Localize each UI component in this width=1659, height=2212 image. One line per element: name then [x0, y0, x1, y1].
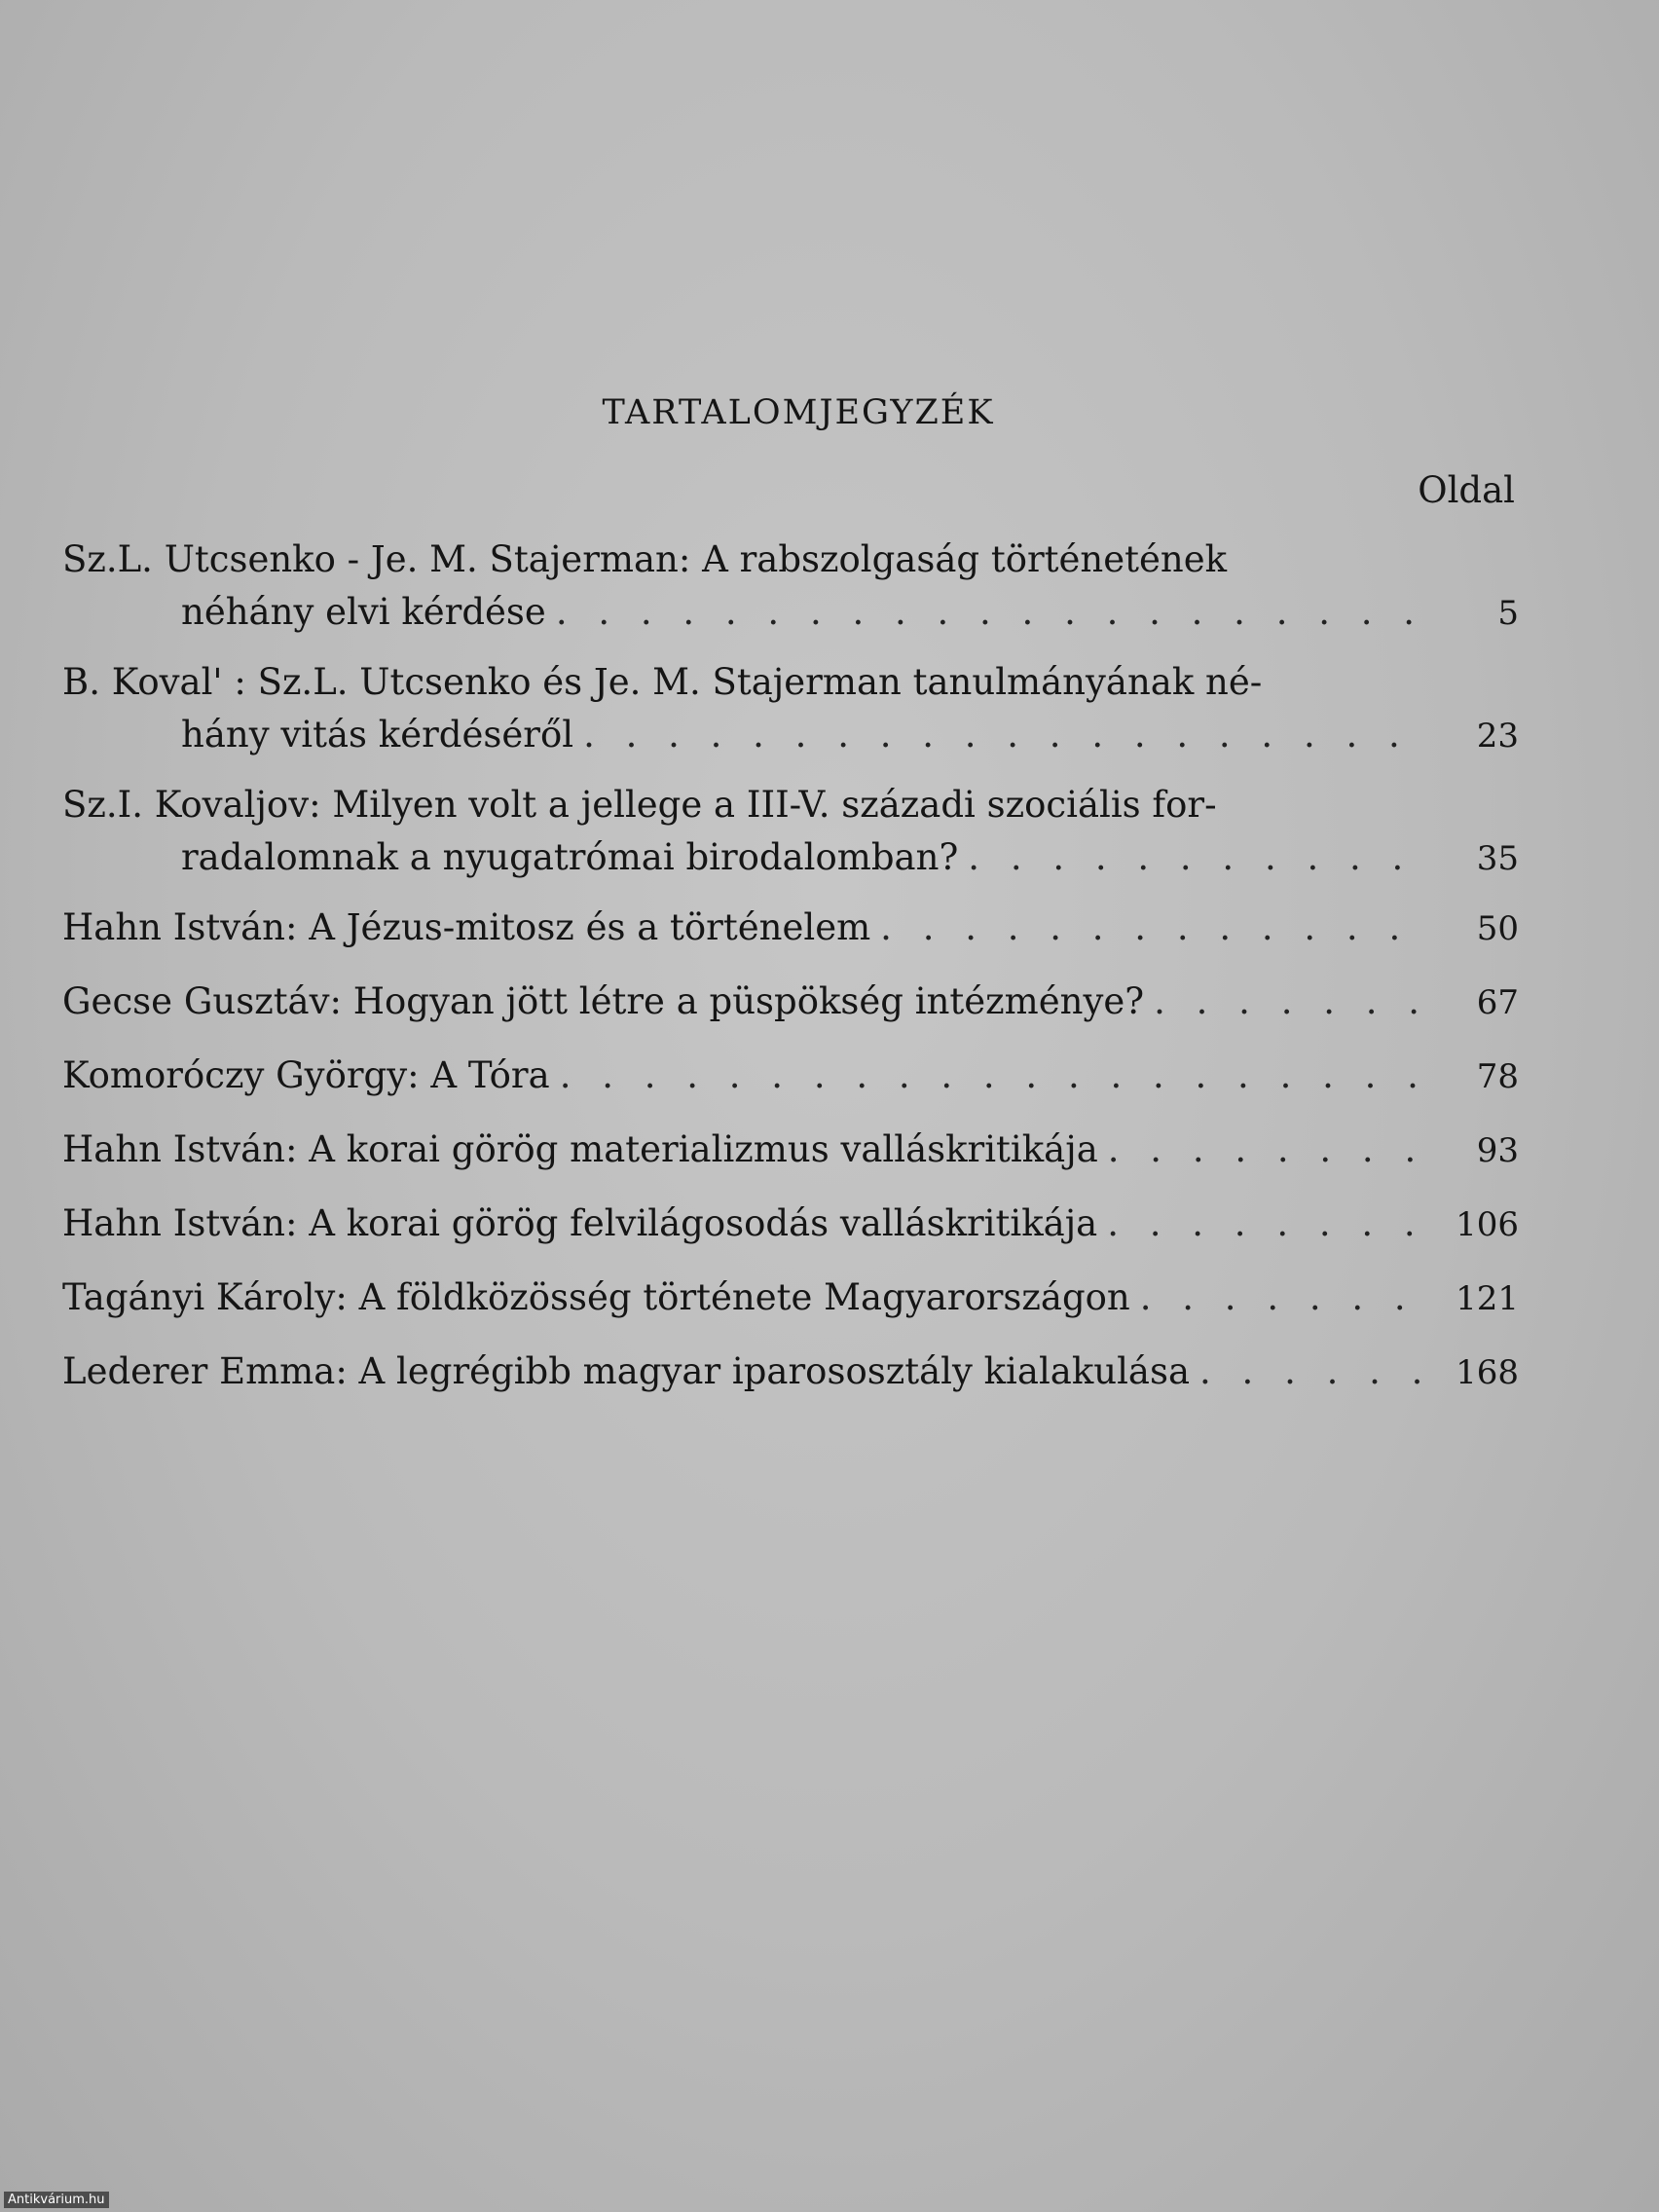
toc-entry [62, 534, 1519, 639]
table-of-contents [62, 534, 1519, 1419]
toc-entry [62, 1198, 1519, 1250]
toc-entry [62, 902, 1519, 954]
toc-page-number: 106 [1456, 1205, 1519, 1244]
toc-entry [62, 1272, 1519, 1324]
toc-entry-line [62, 831, 1519, 884]
toc-entry-text: Hahn István: A Jézus-mitosz és a történelem [62, 906, 871, 948]
dot-leader [1199, 1346, 1427, 1398]
toc-entry-line [62, 1272, 1519, 1324]
toc-entry-line [62, 586, 1519, 639]
dot-leader [1108, 1124, 1427, 1176]
toc-entry-text: Sz.I. Kovaljov: Milyen volt a jellege a III-V. századi szociális for- [62, 784, 1217, 826]
toc-entry-line [62, 779, 1519, 831]
toc-page-number: 35 [1476, 839, 1519, 878]
toc-entry-text: Hahn István: A korai görög felvilágosodás valláskritikája [62, 1202, 1098, 1244]
toc-page-number: 78 [1476, 1057, 1519, 1096]
toc-entry-line [62, 976, 1519, 1028]
toc-entry [62, 1050, 1519, 1102]
toc-entry [62, 1124, 1519, 1176]
dot-leader [583, 709, 1427, 761]
toc-entry-text: Sz.L. Utcsenko - Je. M. Stajerman: A rabszolgaság történetének [62, 538, 1228, 580]
toc-page-number: 93 [1476, 1131, 1519, 1170]
toc-entry [62, 656, 1519, 761]
toc-entry-text: Hahn István: A korai görög materializmus valláskritikája [62, 1128, 1098, 1170]
watermark: Antikvárium.hu [4, 2192, 109, 2208]
toc-entry-text: Gecse Gusztáv: Hogyan jött létre a püspökség intézménye? [62, 980, 1145, 1022]
page-title: TARTALOMJEGYZÉK [602, 393, 995, 432]
dot-leader [968, 831, 1427, 884]
toc-entry-text: B. Koval' : Sz.L. Utcsenko és Je. M. Stajerman tanulmányának né- [62, 661, 1263, 703]
toc-entry-text: Komoróczy György: A Tóra [62, 1054, 550, 1096]
toc-page-number: 50 [1476, 909, 1519, 948]
toc-entry [62, 976, 1519, 1028]
toc-entry-text: hány vitás kérdéséről [181, 714, 574, 756]
toc-entry [62, 779, 1519, 884]
dot-leader [556, 586, 1427, 639]
dot-leader [1107, 1198, 1427, 1250]
toc-entry-text: Tagányi Károly: A földközösség története Magyarországon [62, 1276, 1130, 1318]
toc-entry-line [62, 1124, 1519, 1176]
toc-entry-line [62, 656, 1519, 709]
toc-entry-text: Lederer Emma: A legrégibb magyar iparososztály kialakulása [62, 1350, 1191, 1392]
toc-page-number: 121 [1456, 1279, 1519, 1318]
toc-entry-text: radalomnak a nyugatrómai birodalomban? [181, 836, 959, 878]
toc-entry-text: néhány elvi kérdése [181, 591, 546, 633]
toc-page-number: 5 [1497, 594, 1519, 633]
toc-entry-line [62, 902, 1519, 954]
toc-entry-line [62, 1198, 1519, 1250]
toc-entry [62, 1346, 1519, 1398]
toc-entry-line [62, 534, 1519, 586]
dot-leader [1140, 1272, 1427, 1324]
toc-page-number: 67 [1476, 983, 1519, 1022]
toc-entry-line [62, 1050, 1519, 1102]
toc-entry-line [62, 1346, 1519, 1398]
toc-page-number: 168 [1456, 1353, 1519, 1392]
dot-leader [1154, 976, 1427, 1028]
dot-leader [880, 902, 1427, 954]
page-column-header: Oldal [1418, 469, 1515, 511]
toc-entry-line [62, 709, 1519, 761]
toc-page-number: 23 [1476, 717, 1519, 756]
dot-leader [560, 1050, 1427, 1102]
